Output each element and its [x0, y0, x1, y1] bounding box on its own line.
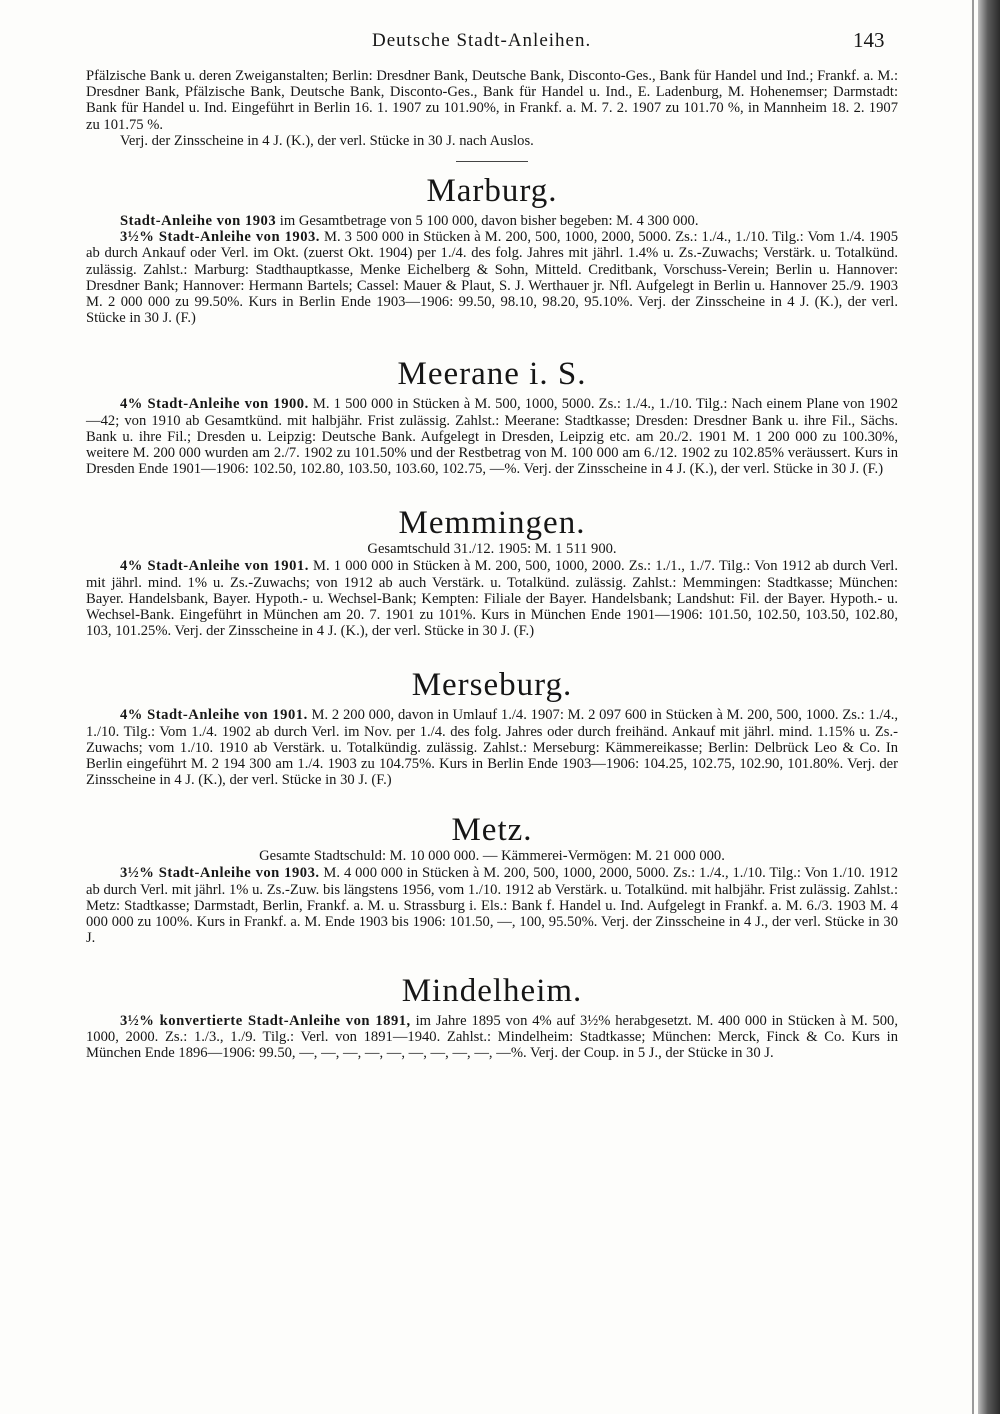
marburg-entry-2-head: 3½% Stadt-Anleihe von 1903.: [120, 229, 320, 246]
text-column: [86, 68, 898, 1061]
marburg-entry-1: [86, 213, 898, 229]
memmingen-entry-1-head: 4% Stadt-Anleihe von 1901.: [120, 558, 309, 575]
metz-entry-1: [86, 865, 898, 946]
merseburg-entry-1-head: 4% Stadt-Anleihe von 1901.: [120, 707, 308, 724]
merseburg-entry-1-text: M. 2 200 000, davon in Umlauf 1./4. 1907: M. 2 097 600 in Stücken à M. 200, 500, 1000. Zs.: 1./4., 1./10. Tilg.: Vom 1./4. 1902 ab durch Verl. im Nov. per 1./4. des folg. Jahres oder durch freihänd. Ankauf mit jährl. mind. 1.15% u. Zs.-Zuwachs; vom 1./10. 1910 ab Verstärk. u. Totalkündig. zulässig. Zahlst.: Merseburg: Kämmereikasse; Berlin: Delbrück Leo & Co. In Berlin eingeführt M. 2 194 300 am 1./4. 1903 zu 104.75%. Kurs in Berlin Ende 1903—1906: 104.25, 102.75, 102.90, 101.80%. Verj. der Zinsscheine in 4 J. (K.), der verl. Stücke in 30 J. (F.): [86, 707, 899, 789]
intro-paragraph: Pfälzische Bank u. deren Zweiganstalten; Berlin: Dresdner Bank, Deutsche Bank, Disconto-Ges., Bank für Handel und Ind.; Frankf. a. M.: Dresdner Bank, Pfälzische Bank, Deutsche Bank, Disconto-Ges., Bank für Handel u. Ind., E. Ladenburg, M. Hohenemser; Darmstadt: Bank für Handel u. Ind. Eingeführt in Berlin 16. 1. 1907 zu 101.90%, in Frankf. a. M. 7. 2. 1907 zu 101.70 %, in Mannheim 18. 2. 1907 zu 101.75 %.: [86, 68, 898, 133]
intro-verjaehrung: Verj. der Zinsscheine in 4 J. (K.), der verl. Stücke in 30 J. nach Auslos.: [120, 132, 534, 149]
merseburg-entry-1: [86, 707, 898, 788]
binding-shadow: [978, 0, 1000, 1414]
binding-shadow-line: [972, 0, 974, 1414]
mindelheim-entry-1-head: 3½% konvertierte Stadt-Anleihe von 1891,: [120, 1012, 411, 1029]
marburg-entry-1-head: Stadt-Anleihe von 1903: [120, 213, 277, 230]
metz-stadtschuld: Gesamte Stadtschuld: M. 10 000 000. — Kämmerei-Vermögen: M. 21 000 000.: [259, 848, 725, 865]
city-heading-merseburg: Merseburg.: [411, 667, 573, 704]
marburg-entry-2: [86, 229, 898, 326]
city-heading-metz: Metz.: [451, 812, 533, 849]
marburg-entry-2-text: M. 3 500 000 in Stücken à M. 200, 500, 1000, 2000, 5000. Zs.: 1./4., 1./10. Tilg.: Vom 1./4. 1905 ab durch Ankauf oder Verl. im Okt. (zuerst Okt. 1904) per 1./4. des folg. Jahres mit jährl. 1.4% u. Zs.-Zuwachs; Verstärk. u. Totalkünd. zulässig. Zahlst.: Marburg: Stadthauptkasse, Menke Eichelberg & Sohn, Mitteld. Creditbank, Vorschuss-Verein; Berlin u. Hannover: Dresdner Bank; Hannover: Hermann Bartels; Cassel: Mauer & Plaut, S. J. Werthauer jr. Nfl. Aufgelegt in Berlin u. Hannover 25./9. 1903 M. 2 000 000 zu 99.50%. Kurs in Berlin Ende 1903—1906: 99.50, 98.10, 98.20, 95.10%. Verj. der Zinsscheine in 4 J. (K.), der verl. Stücke in 30 J. (F.): [86, 229, 898, 327]
city-heading-marburg: Marburg.: [426, 173, 558, 210]
metz-entry-1-head: 3½% Stadt-Anleihe von 1903.: [120, 865, 320, 882]
mindelheim-entry-1: [86, 1013, 898, 1062]
page-number: 143: [853, 28, 885, 52]
city-heading-mindelheim: Mindelheim.: [401, 972, 583, 1009]
meerane-entry-1-head: 4% Stadt-Anleihe von 1900.: [120, 396, 309, 413]
metz-entry-1-text: M. 4 000 000 in Stücken à M. 200, 500, 1000, 2000, 5000. Zs.: 1./4., 1./10. Tilg.: Von 1./10. 1912 ab durch Verl. mit jährl. 1% u. Zs.-Zuw. bis längstens 1956, vom 1./10. 1912 ab Verstärk. u. Totalkünd. mit halbjähr. Frist zulässig. Zahlst.: Metz: Stadtkasse; Darmstadt, Berlin, Frankf. a. M. u. Strassburg i. Els.: Bank f. Handel u. Ind. Aufgelegt in Frankf. a. M. 6./3. 1903 M. 4 000 000 zu 100%. Kurs in Frankf. a. M. Ende 1903 bis 1906: 101.50, —, 100, 95.50%. Verj. der Zinsscheine in 4 J., der verl. Stücke in 30 J.: [86, 865, 898, 947]
city-heading-memmingen: Memmingen.: [398, 505, 586, 542]
city-heading-meerane: Meerane i. S.: [397, 356, 587, 393]
meerane-entry-1: [86, 396, 898, 477]
memmingen-entry-1-text: M. 1 000 000 in Stücken à M. 200, 500, 1000, 2000. Zs.: 1./1., 1./7. Tilg.: Von 1912 ab durch Verl. mit jährl. mind. 1% u. Zs.-Zuwachs; von 1912 ab auch Verstärk. u. Totalkünd. zulässig. Zahlst.: Memmingen: Stadtkasse; München: Bayer. Handelsbank, Bayer. Hypoth.- u. Wechsel-Bank; Kempten: Filiale der Bayer. Handelsbank; Landshut: Fil. der Bayer. Hypoth.- u. Wechsel-Bank. Eingeführt in München am 20. 7. 1901 zu 101%. Kurs in München Ende 1901—1906: 101.50, 102.50, 103.50, 102.80, 103, 101.25%. Verj. der Zinsscheine in 4 J. (K.), der verl. Stücke in 30 J. (F.): [86, 558, 898, 640]
mindelheim-entry-1-text: im Jahre 1895 von 4% auf 3½% herabgesetzt. M. 400 000 in Stücken à M. 500, 1000, 2000. Zs.: 1./3., 1./9. Tilg.: Verl. von 1891—1940. Zahlst.: Mindelheim: Stadtkasse; München: Merck, Finck & Co. Kurs in München Ende 1896—1906: 99.50, —, —, —, —, —, —, —, —, —, —%. Verj. der Coup. in 5 J., der Stücke in 30 J.: [86, 1012, 898, 1061]
marburg-entry-1-text: im Gesamtbetrage von 5 100 000, davon bisher begeben: M. 4 300 000.: [279, 213, 699, 230]
memmingen-gesamtschuld: Gesamtschuld 31./12. 1905: M. 1 511 900.: [367, 541, 617, 558]
running-title: Deutsche Stadt-Anleihen.: [372, 30, 592, 51]
memmingen-entry-1: [86, 558, 898, 639]
meerane-entry-1-text: M. 1 500 000 in Stücken à M. 500, 1000, 5000. Zs.: 1./4., 1./10. Tilg.: Nach einem Plane von 1902—42; von 1910 ab Gesamtkünd. mit halbjähr. Frist zulässig. Zahlst.: Meerane: Stadtkasse; Dresden: Dresdner Bank u. ihre Fil., Sächs. Bank u. ihre Fil.; Dresden u. Leipzig: Deutsche Bank. Aufgelegt in Dresden, Leipzig etc. am 20./2. 1901 M. 1 200 000 zu 100.30%, weitere M. 200 000 wurden am 2./7. 1902 zu 101.50% und der Restbetrag von M. 100 000 am 6./12. 1902 zu 102.85% veräussert. Kurs in Dresden Ende 1901—1906: 102.50, 102.80, 103.50, 103.60, 102.75, —%. Verj. der Zinsscheine in 4 J. (K.), der verl. Stücke in 30 J. (F.): [86, 396, 898, 478]
